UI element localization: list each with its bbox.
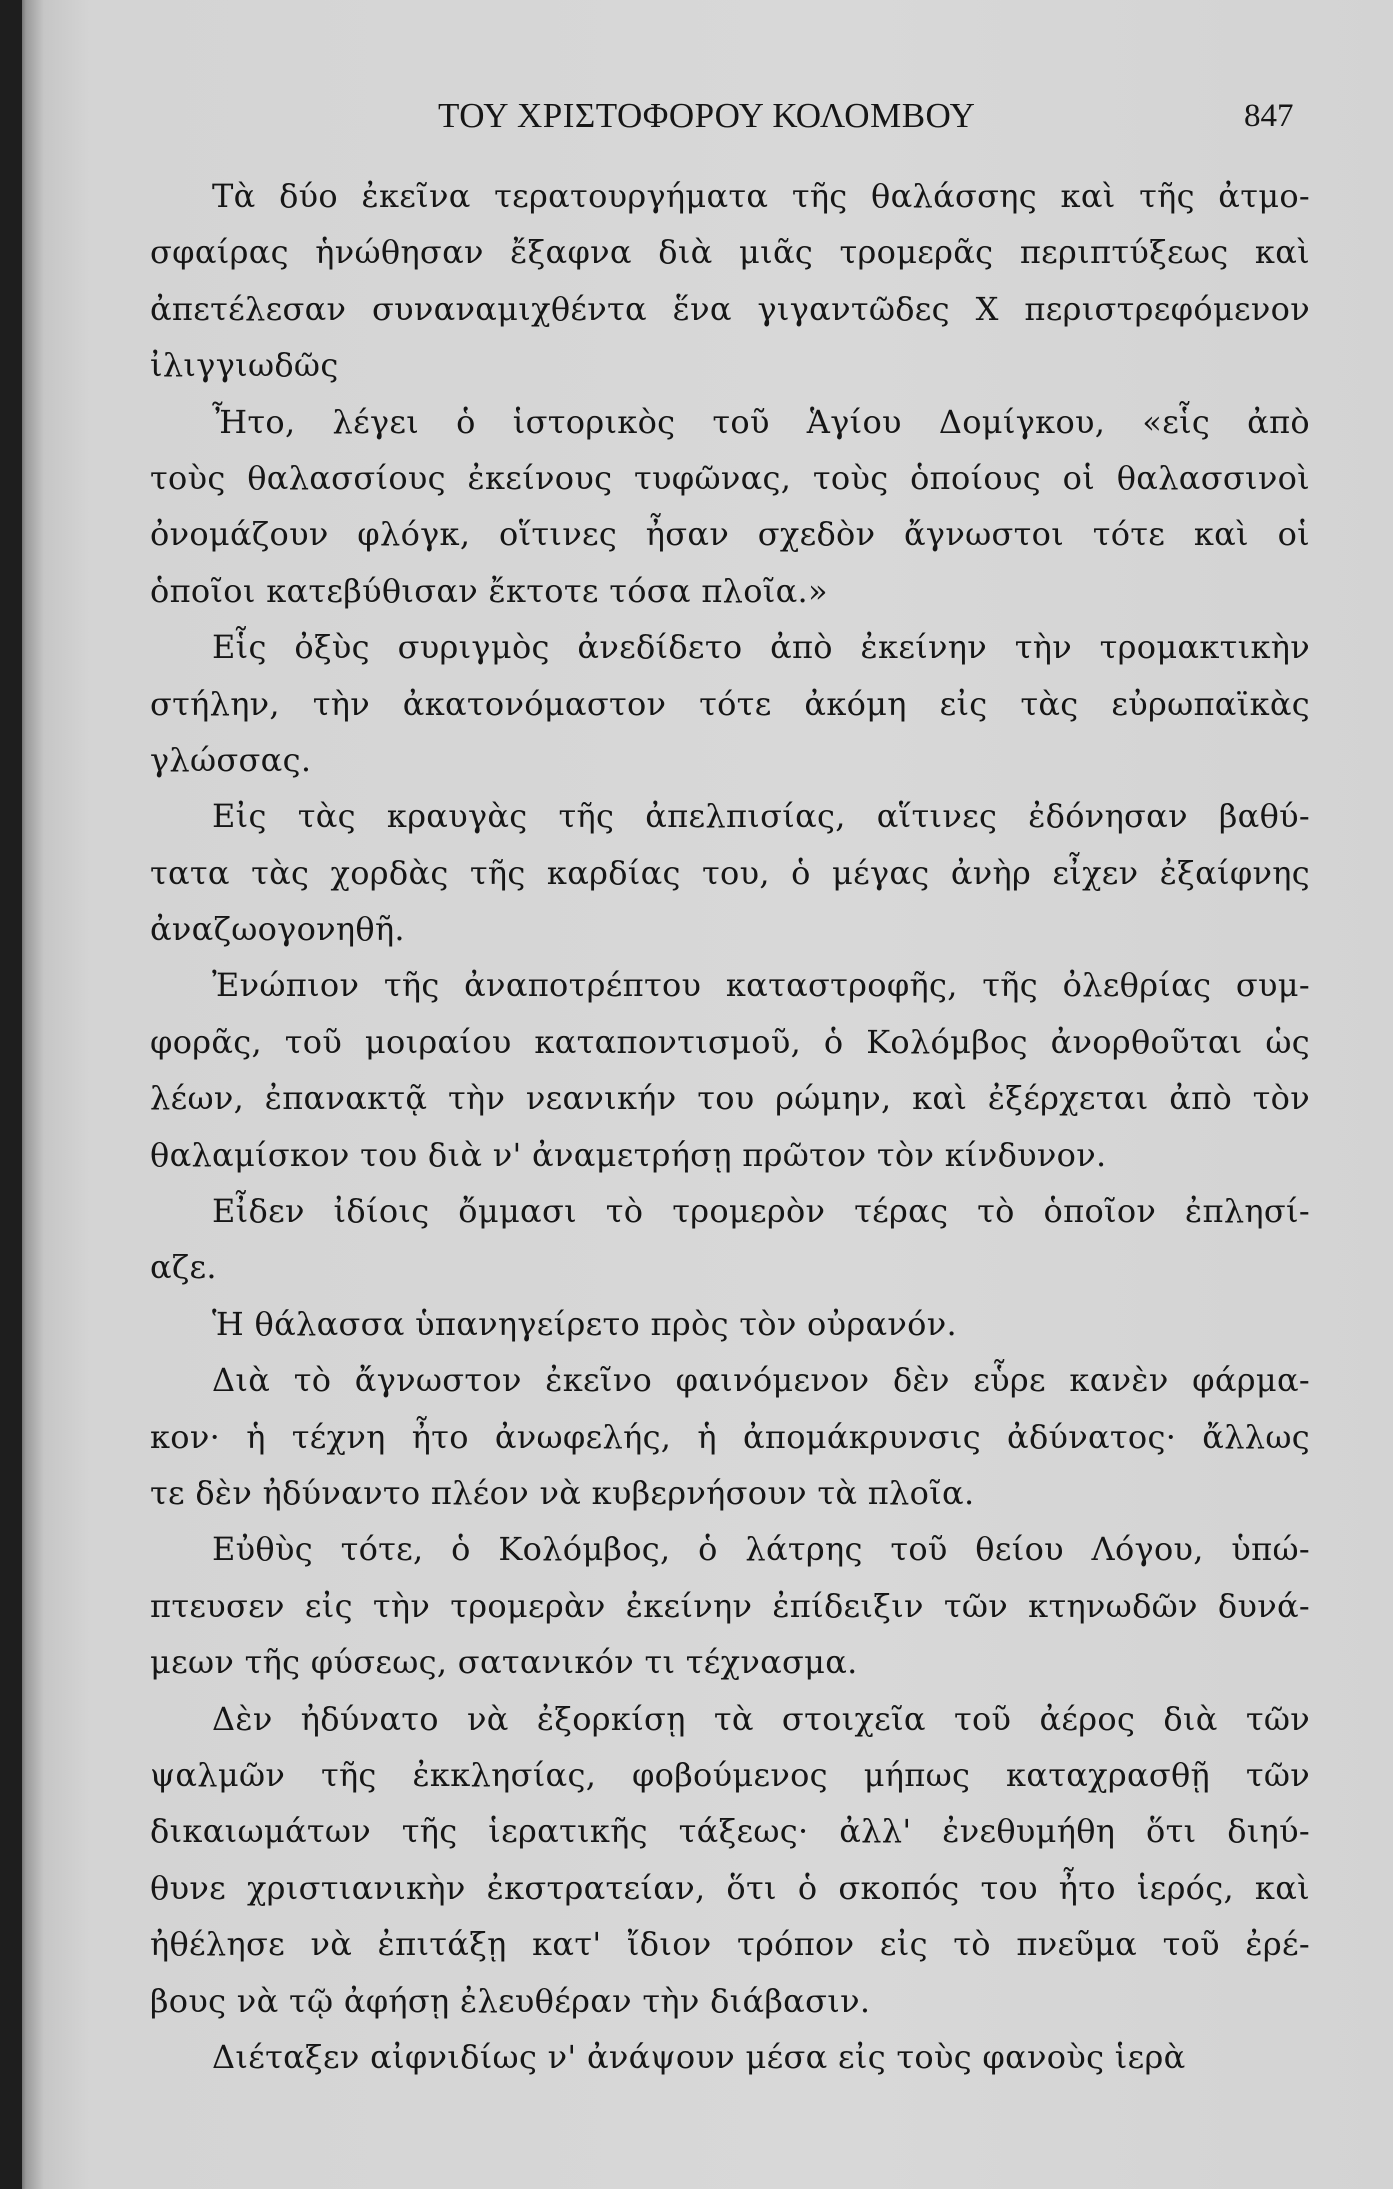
page-number: 847: [1244, 98, 1294, 134]
text-line: ὀνομάζουν φλόγκ, οἵτινες ἦσαν σχεδὸν ἄγνωστοι τότε καὶ οἱ: [150, 515, 1310, 554]
page-header: [0, 96, 1393, 146]
text-line: κον· ἡ τέχνη ἦτο ἀνωφελής, ἡ ἀπομάκρυνσις ἀδύνατος· ἄλλως: [150, 1417, 1310, 1456]
text-line: φορᾶς, τοῦ μοιραίου καταποντισμοῦ, ὁ Κολόμβος ἀνορθοῦται ὡς: [150, 1022, 1310, 1061]
text-line: Εἷς ὀξὺς συριγμὸς ἀνεδίδετο ἀπὸ ἐκείνην τὴν τρομακτικὴν: [212, 628, 1310, 667]
text-line: θαλαμίσκον του διὰ ν' ἀναμετρήσῃ πρῶτον τὸν κίνδυνον.: [150, 1135, 1107, 1174]
text-line: Διέταξεν αἰφνιδίως ν' ἀνάψουν μέσα εἰς τοὺς φανοὺς ἱερὰ: [212, 2037, 1186, 2076]
text-line: τατα τὰς χορδὰς τῆς καρδίας του, ὁ μέγας ἀνὴρ εἶχεν ἐξαίφνης: [150, 853, 1310, 892]
text-line: μεων τῆς φύσεως, σατανικόν τι τέχνασμα.: [150, 1643, 858, 1682]
text-line: Εἶδεν ἰδίοις ὄμμασι τὸ τρομερὸν τέρας τὸ ὁποῖον ἐπλησί-: [212, 1192, 1310, 1231]
text-line: πτευσεν εἰς τὴν τρομερὰν ἐκείνην ἐπίδειξιν τῶν κτηνωδῶν δυνά-: [150, 1586, 1310, 1625]
text-line: τοὺς θαλασσίους ἐκείνους τυφῶνας, τοὺς ὁποίους οἱ θαλασσινοὶ: [150, 458, 1310, 497]
text-line: λέων, ἐπανακτᾷ τὴν νεανικήν του ρώμην, καὶ ἐξέρχεται ἀπὸ τὸν: [150, 1079, 1310, 1118]
text-line: Ἐνώπιον τῆς ἀναποτρέπτου καταστροφῆς, τῆς ὀλεθρίας συμ-: [212, 966, 1310, 1005]
text-line: σφαίρας ἡνώθησαν ἔξαφνα διὰ μιᾶς τρομερᾶς περιπτύξεως καὶ: [150, 233, 1310, 272]
text-line: ἀναζωογονηθῆ.: [150, 910, 405, 949]
text-line: στήλην, τὴν ἀκατονόμαστον τότε ἀκόμη εἰς τὰς εὐρωπαϊκὰς: [150, 684, 1310, 723]
text-line: Ἡ θάλασσα ὑπανηγείρετο πρὸς τὸν οὐρανόν.: [212, 1304, 957, 1343]
text-line: Ἦτο, λέγει ὁ ἱστορικὸς τοῦ Ἁγίου Δομίγκου, «εἷς ἀπὸ: [212, 402, 1310, 441]
text-line: ἰλιγγιωδῶς: [150, 346, 339, 385]
text-line: ἀπετέλεσαν συναναμιχθέντα ἕνα γιγαντῶδες X περιστρεφόμενον: [150, 289, 1310, 328]
text-line: αζε.: [150, 1248, 217, 1287]
text-line: Δὲν ἠδύνατο νὰ ἐξορκίσῃ τὰ στοιχεῖα τοῦ ἀέρος διὰ τῶν: [212, 1699, 1310, 1738]
text-line: Εὐθὺς τότε, ὁ Κολόμβος, ὁ λάτρης τοῦ θείου Λόγου, ὑπώ-: [212, 1530, 1310, 1569]
text-line: Τὰ δύο ἐκεῖνα τερατουργήματα τῆς θαλάσσης καὶ τῆς ἀτμο-: [212, 177, 1310, 215]
text-line: θυνε χριστιανικὴν ἐκστρατείαν, ὅτι ὁ σκοπός του ἦτο ἱερός, καὶ: [150, 1868, 1310, 1907]
text-line: ψαλμῶν τῆς ἐκκλησίας, φοβούμενος μήπως καταχρασθῇ τῶν: [150, 1755, 1310, 1794]
text-line: βους νὰ τῷ ἀφήσῃ ἐλευθέραν τὴν διάβασιν.: [150, 1981, 871, 2020]
text-line: γλώσσας.: [150, 740, 312, 779]
running-title: ΤΟΥ ΧΡΙΣΤΟΦΟΡΟΥ ΚΟΛΟΜΒΟΥ: [438, 96, 976, 135]
text-line: ὁποῖοι κατεβύθισαν ἔκτοτε τόσα πλοῖα.»: [150, 571, 828, 610]
text-line: Εἰς τὰς κραυγὰς τῆς ἀπελπισίας, αἵτινες ἐδόνησαν βαθύ-: [212, 797, 1310, 836]
body-text: [150, 168, 1310, 2085]
text-line: δικαιωμάτων τῆς ἱερατικῆς τάξεως· ἀλλ' ἐνεθυμήθη ὅτι διηύ-: [150, 1812, 1310, 1851]
text-line: τε δὲν ἠδύναντο πλέον νὰ κυβερνήσουν τὰ πλοῖα.: [150, 1473, 975, 1512]
book-spine-shadow: [0, 0, 22, 2189]
text-line: Διὰ τὸ ἄγνωστον ἐκεῖνο φαινόμενον δὲν εὗρε κανὲν φάρμα-: [212, 1361, 1310, 1400]
text-line: ἠθέλησε νὰ ἐπιτάξῃ κατ' ἴδιον τρόπον εἰς τὸ πνεῦμα τοῦ ἐρέ-: [150, 1925, 1310, 1964]
